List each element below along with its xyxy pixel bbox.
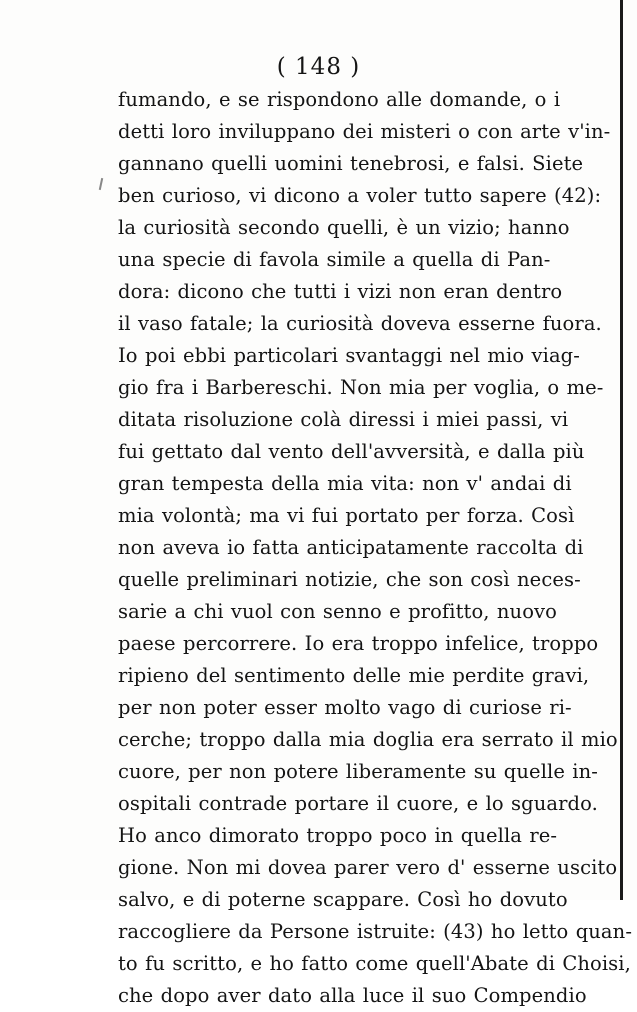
text-line: fumando, e se rispondono alle domande, o i	[118, 88, 561, 111]
text-line: gione. Non mi dovea parer vero d' esserne uscito	[118, 856, 618, 879]
text-line: cerche; troppo dalla mia doglia era serrato il mio	[118, 728, 618, 751]
text-line: paese percorrere. Io era troppo infelice, troppo	[118, 632, 599, 655]
text-line: Io poi ebbi particolari svantaggi nel mio viag-	[118, 344, 580, 367]
text-line: cuore, per non potere liberamente su quelle in-	[118, 760, 598, 783]
text-line: detti loro inviluppano dei misteri o con arte v'in-	[118, 120, 611, 143]
text-line: non aveva io fatta anticipatamente raccolta di	[118, 536, 584, 559]
text-line: gannano quelli uomini tenebrosi, e falsi. Siete	[118, 152, 584, 175]
body-text	[118, 84, 633, 1012]
page-edge-line	[620, 0, 623, 900]
text-line: gio fra i Barbereschi. Non mia per voglia, o me-	[118, 376, 604, 399]
text-line: che dopo aver dato alla luce il suo Compendio	[118, 984, 587, 1007]
ink-mark	[99, 178, 103, 190]
text-line: salvo, e di poterne scappare. Così ho dovuto	[118, 888, 568, 911]
text-line: gran tempesta della mia vita: non v' andai di	[118, 472, 572, 495]
text-line: quelle preliminari notizie, che son così neces-	[118, 568, 581, 591]
text-line: Ho anco dimorato troppo poco in quella re-	[118, 824, 558, 847]
text-line: to fu scritto, e ho fatto come quell'Abate di Choisi,	[118, 952, 631, 975]
text-line: per non poter esser molto vago di curiose ri-	[118, 696, 572, 719]
text-line: fui gettato dal vento dell'avversità, e dalla più	[118, 440, 585, 463]
text-line: ditata risoluzione colà diressi i miei passi, vi	[118, 408, 569, 431]
page-number: ( 148 )	[276, 54, 361, 80]
text-line: ben curioso, vi dicono a voler tutto sapere (42):	[118, 184, 602, 207]
text-line: dora: dicono che tutti i vizi non eran dentro	[118, 280, 563, 303]
text-line: ospitali contrade portare il cuore, e lo sguardo.	[118, 792, 598, 815]
text-line: ripieno del sentimento delle mie perdite gravi,	[118, 664, 590, 687]
text-line: mia volontà; ma vi fui portato per forza. Così	[118, 504, 575, 527]
text-line: raccogliere da Persone istruite: (43) ho letto quan-	[118, 920, 633, 943]
text-line: una specie di favola simile a quella di Pan-	[118, 248, 551, 271]
text-line: sarie a chi vuol con senno e profitto, nuovo	[118, 600, 558, 623]
text-line: il vaso fatale; la curiosità doveva esserne fuora.	[118, 312, 602, 335]
text-line: la curiosità secondo quelli, è un vizio; hanno	[118, 216, 570, 239]
